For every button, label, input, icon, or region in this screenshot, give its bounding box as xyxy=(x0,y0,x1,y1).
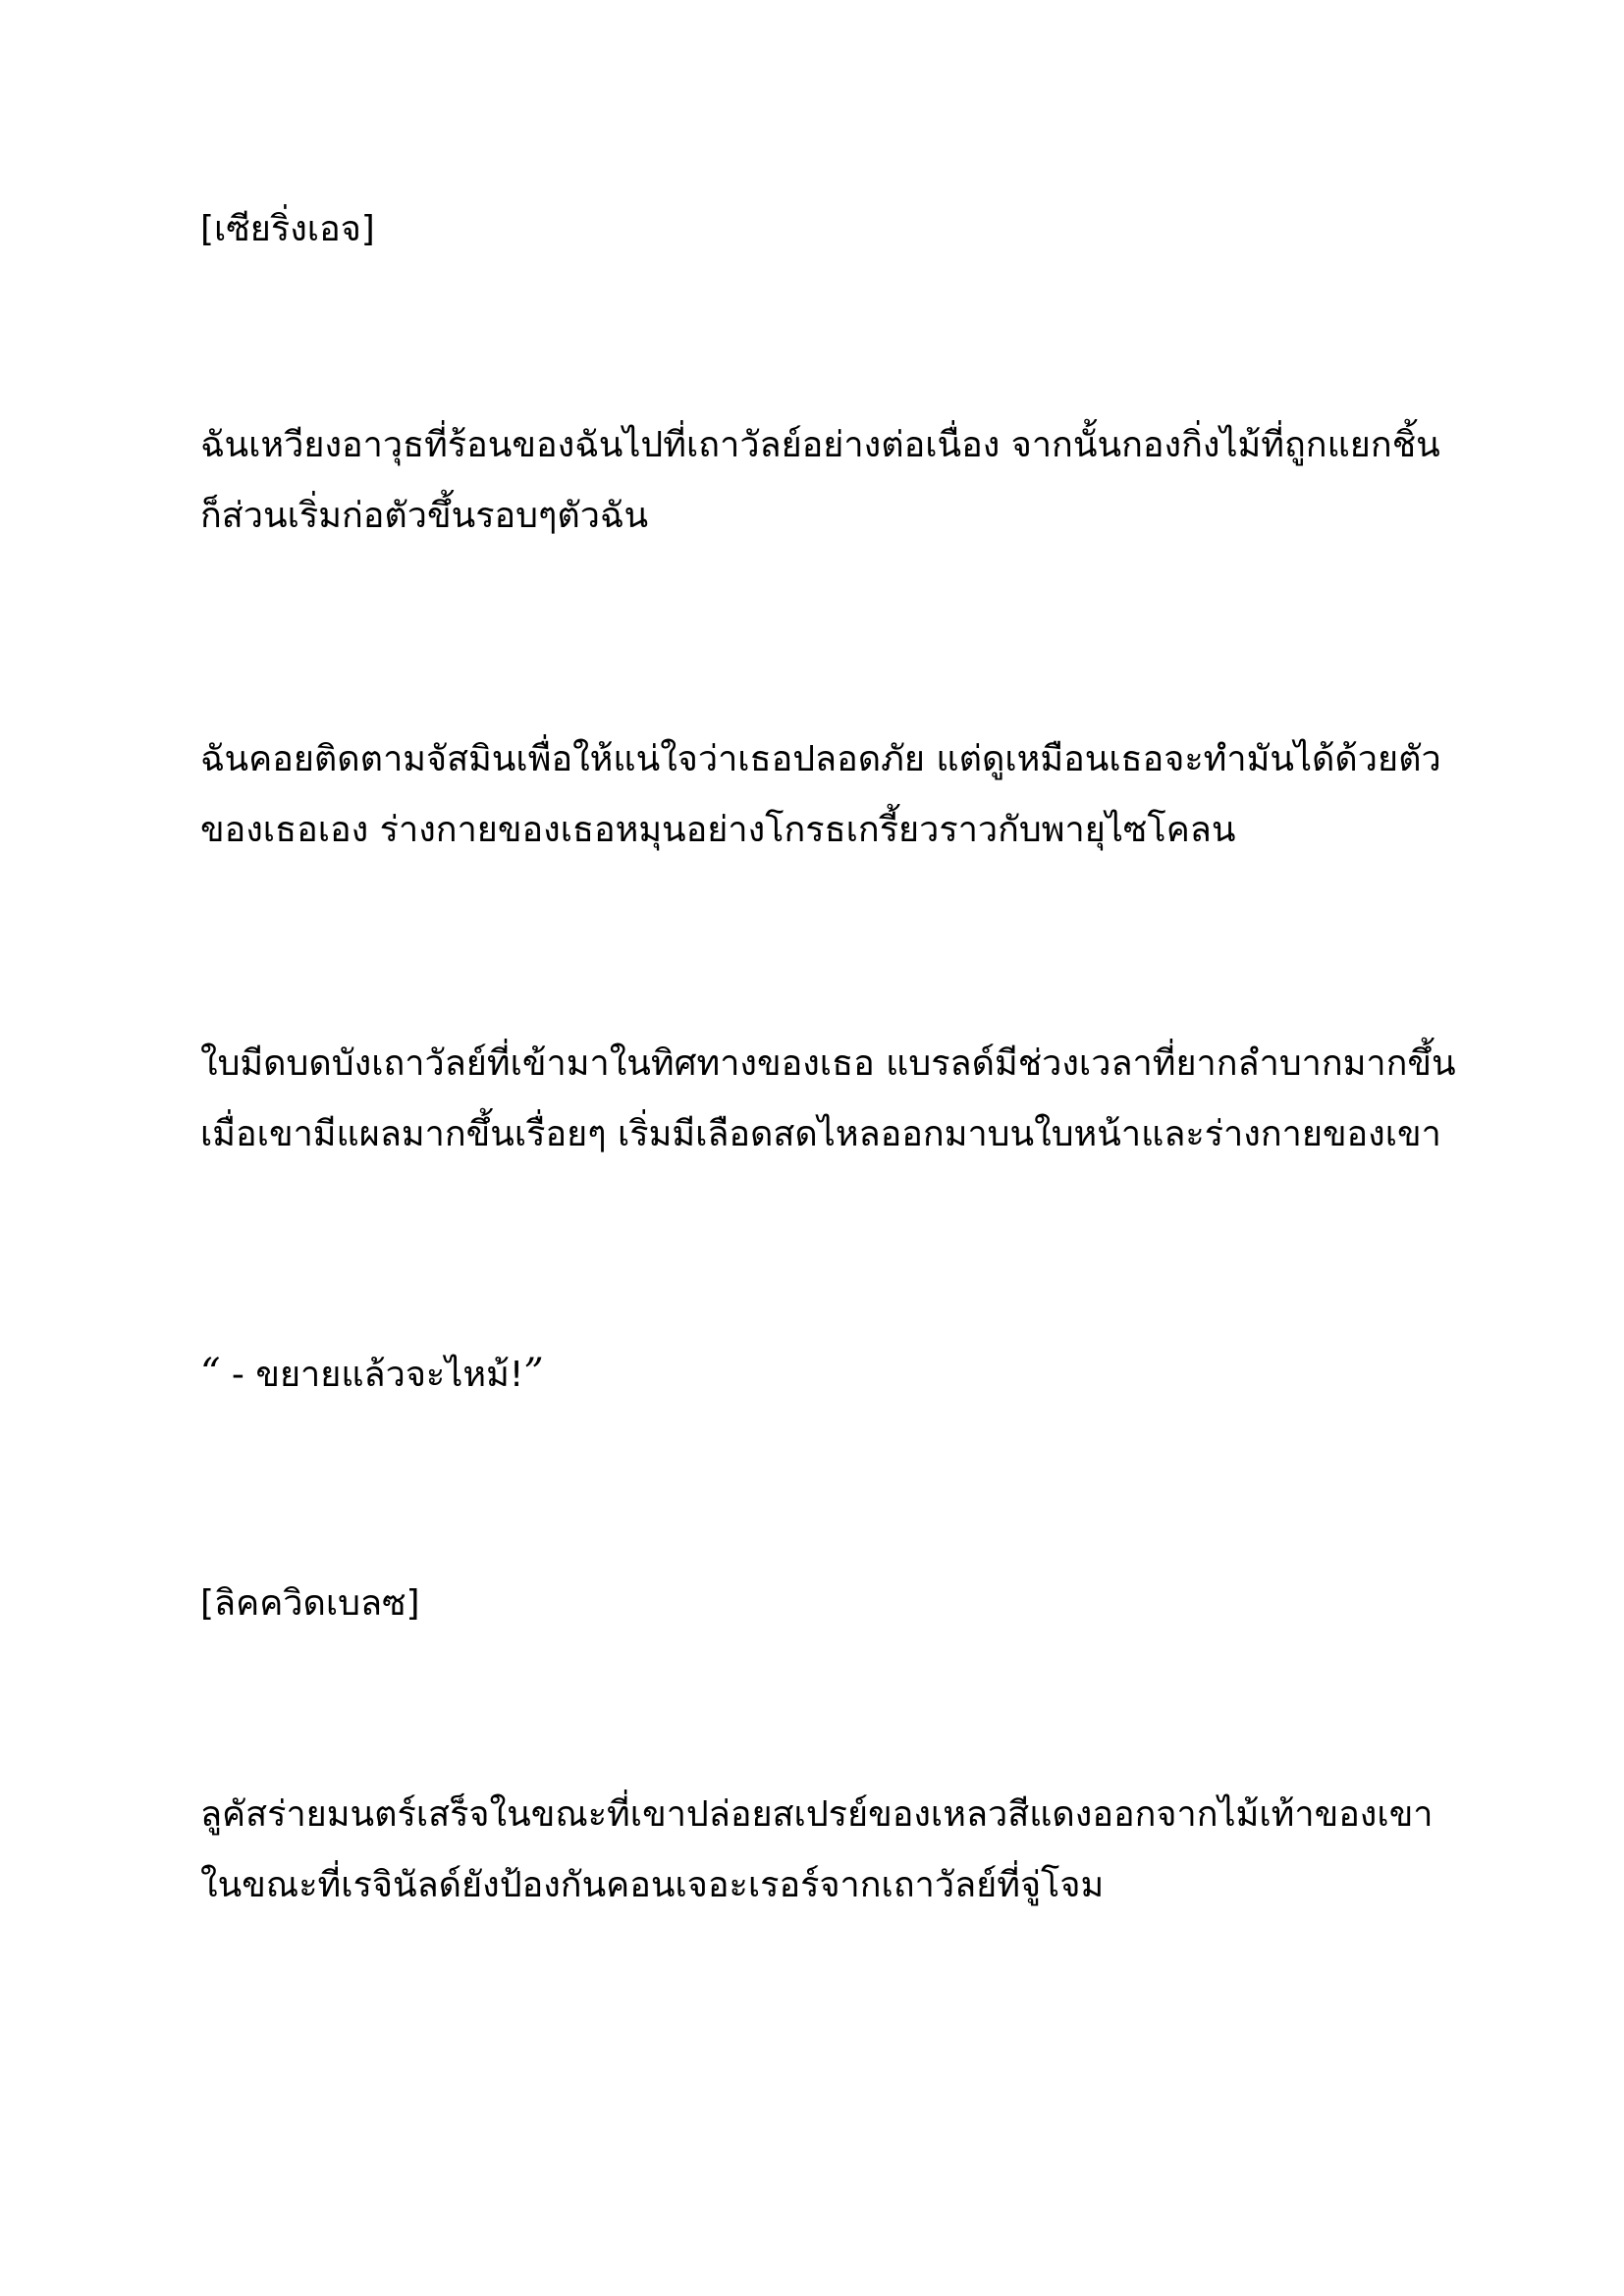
close-quote-mark: ” xyxy=(523,1351,544,1396)
skill-name-liquid-blaze: [ลิคควิดเบลซ] xyxy=(200,1583,420,1624)
skill-name-searing-edge: [เซียริ่งเอจ] xyxy=(200,209,375,249)
paragraph-line: ก็ส่วนเริ่มก่อตัวขึ้นรอบๆตัวฉัน xyxy=(200,496,649,536)
paragraph-line: ลูคัสร่ายมนตร์เสร็จในขณะที่เขาปล่อยสเปรย์ของเหลวสีแดงออกจากไม้เท้าของเขา xyxy=(200,1794,1434,1835)
paragraph-line: ในขณะที่เรจินัลด์ยังป้องกันคอนเจอะเรอร์จากเถาวัลย์ที่จู่โจม xyxy=(200,1865,1105,1905)
dialogue-line xyxy=(200,1350,1477,1399)
paragraph-line: เมื่อเขามีแผลมากขึ้นเรื่อยๆ เริ่มมีเลือดสดไหลออกมาบนใบหน้าและร่างกายของเขา xyxy=(200,1114,1441,1154)
open-quote-mark: “ xyxy=(200,1351,221,1396)
paragraph-line: ฉันเหวียงอาวุธที่ร้อนของฉันไปที่เถาวัลย์อย่างต่อเนื่อง จากนั้นกองกิ่งไม้ที่ถูกแยกชิ้น xyxy=(200,425,1440,465)
paragraph-line: ฉันคอยติดตามจัสมินเพื่อให้แน่ใจว่าเธอปลอดภัย แต่ดูเหมือนเธอจะทำมันได้ด้วยตัว xyxy=(200,739,1441,779)
paragraph-line: ใบมีดบดบังเถาวัลย์ที่เข้ามาในทิศทางของเธอ แบรลด์มีช่วงเวลาที่ยากลำบากมากขึ้น xyxy=(200,1043,1456,1084)
dialogue-text: - ขยายแล้วจะไหม้! xyxy=(220,1355,524,1395)
paragraph-line: ของเธอเอง ร่างกายของเธอหมุนอย่างโกรธเกรี้ยวราวกับพายุไซโคลน xyxy=(200,810,1236,850)
